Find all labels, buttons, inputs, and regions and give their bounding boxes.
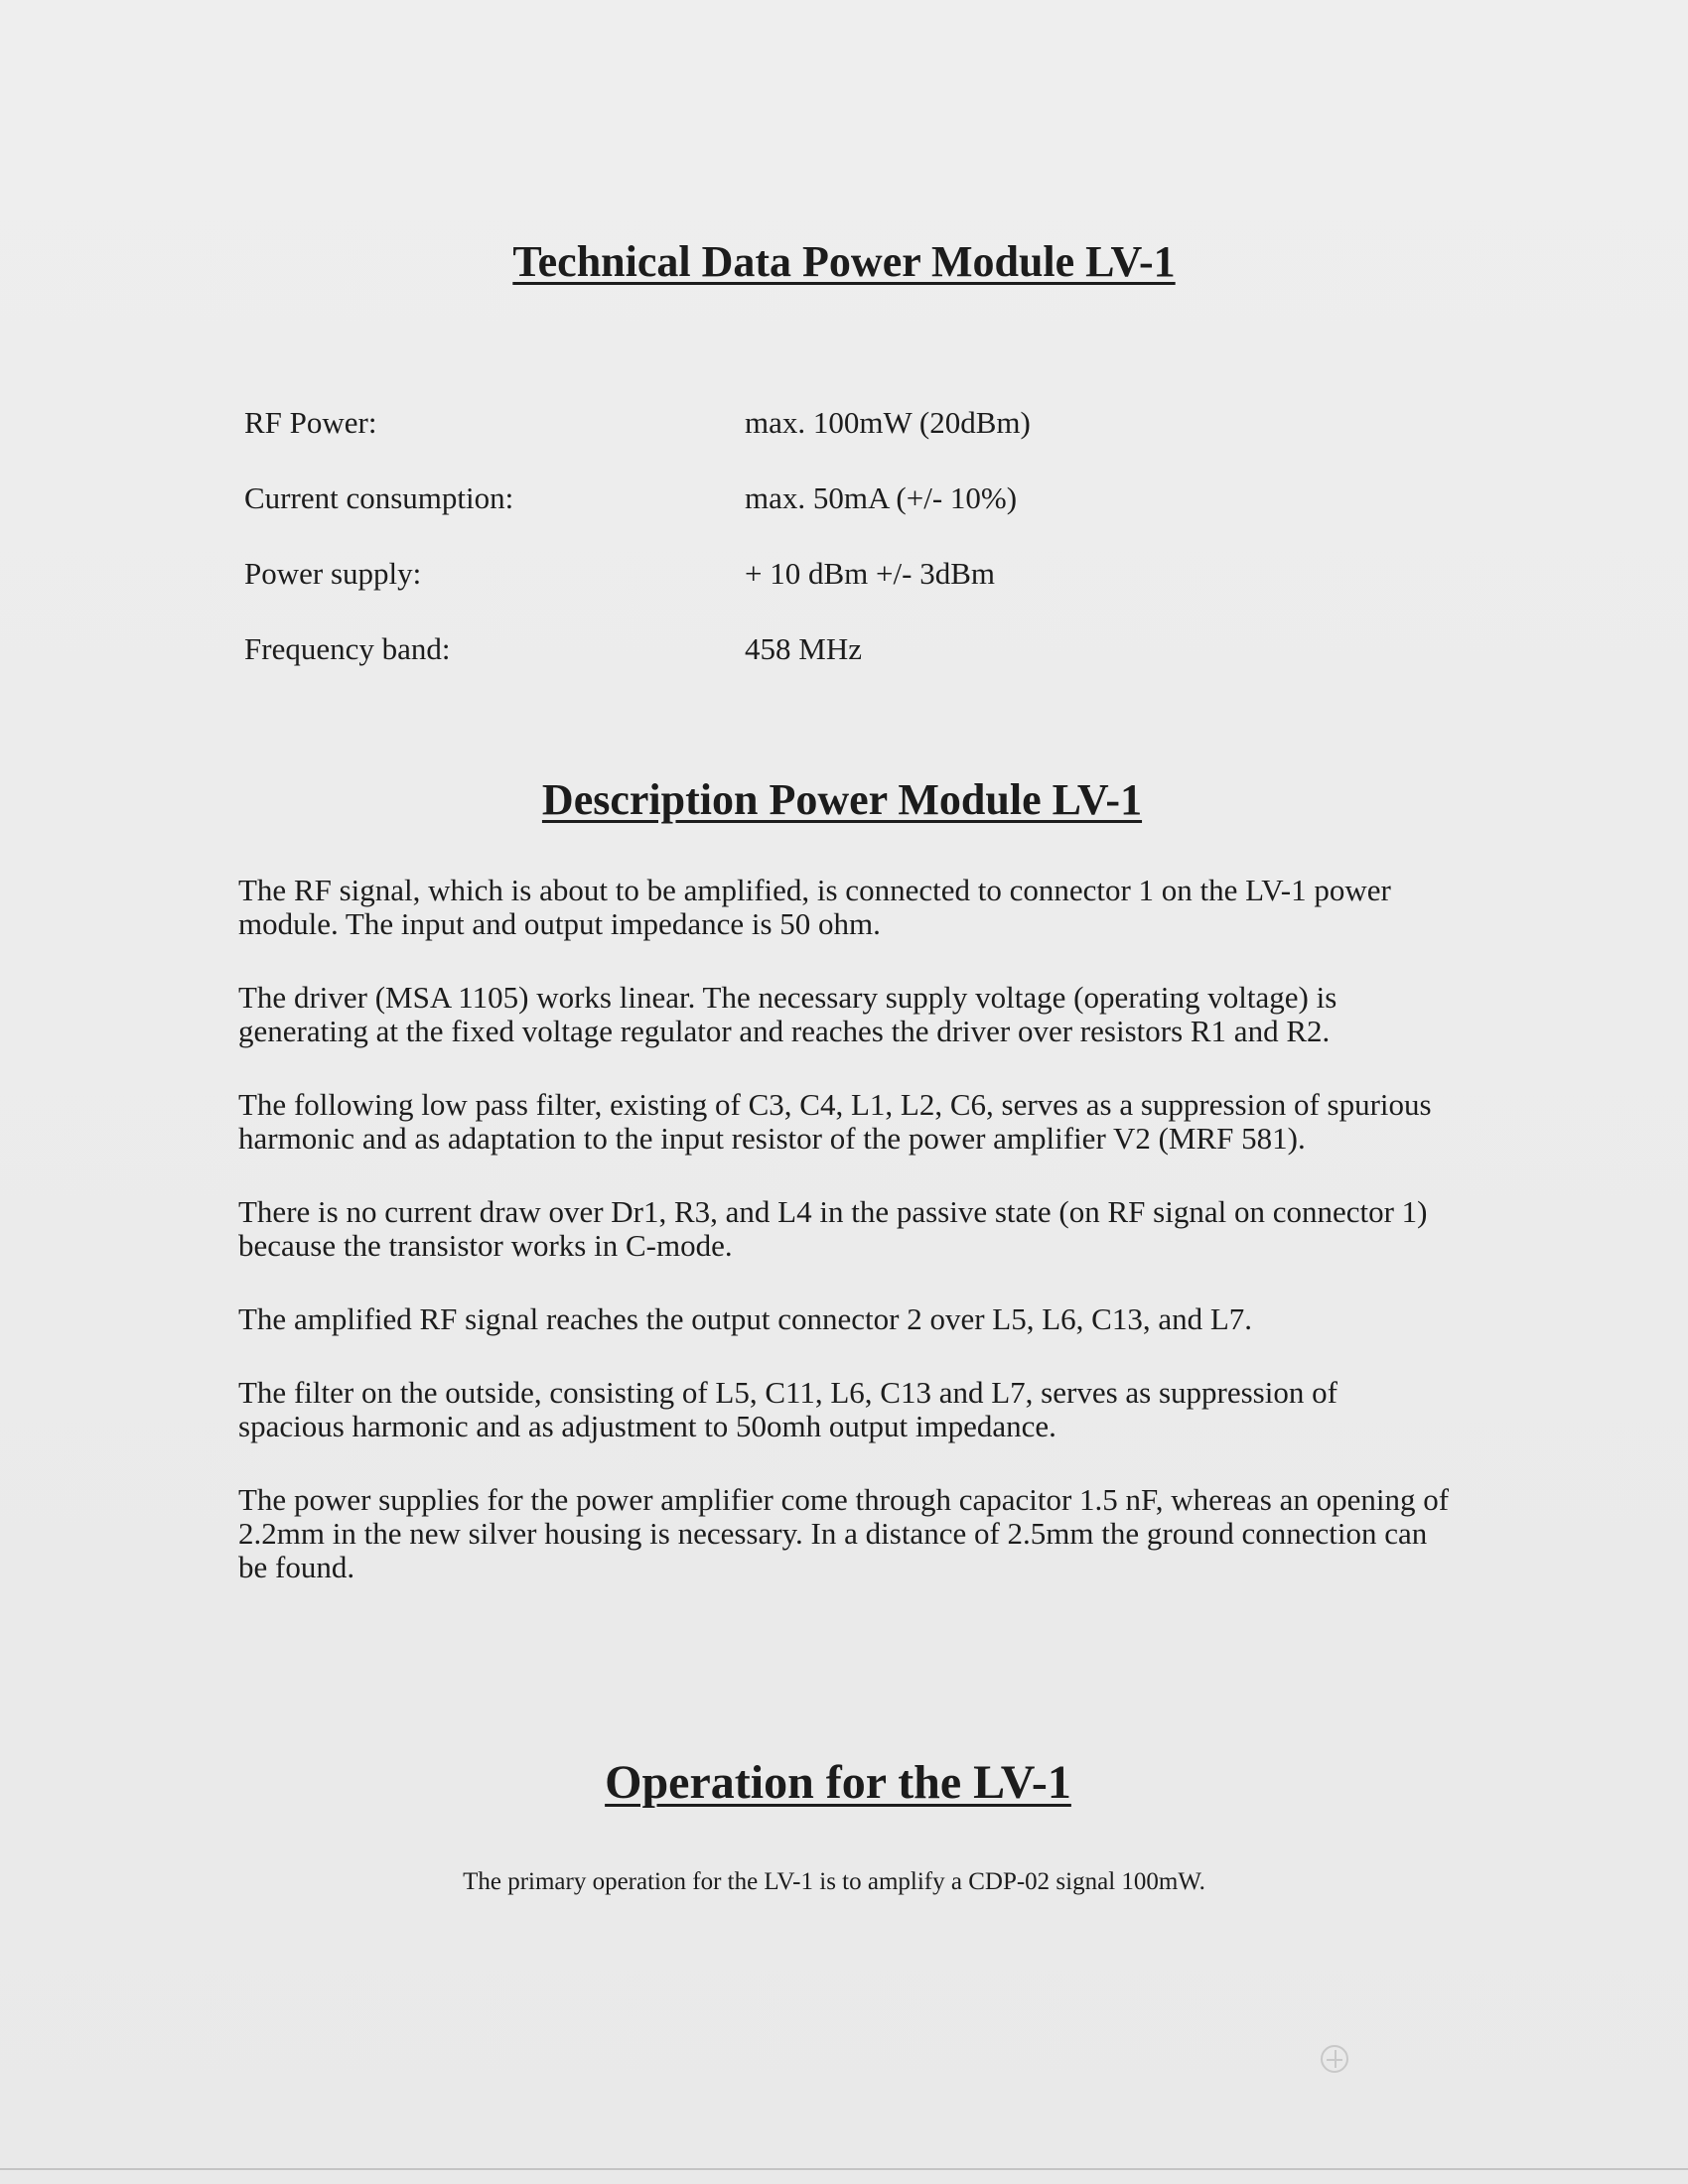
spec-row-current-consumption (244, 461, 1031, 536)
description-paragraph: The power supplies for the power amplifier come through capacitor 1.5 nF, whereas an opening of 2.2mm in the new silver housing is necessary. In a distance of 2.5mm the ground connection can be found. (238, 1482, 1450, 1584)
description-paragraph: The amplified RF signal reaches the output connector 2 over L5, L6, C13, and L7. (238, 1301, 1253, 1336)
description-paragraph: The driver (MSA 1105) works linear. The necessary supply voltage (operating voltage) is generating at the fixed voltage regulator and reaches the driver over resistors R1 and R2. (238, 980, 1337, 1048)
spec-row-power-supply (244, 536, 1031, 612)
spec-table (244, 385, 1031, 687)
spec-value: + 10 dBm +/- 3dBm (745, 556, 995, 591)
spec-row-rf-power (244, 385, 1031, 461)
spec-value: 458 MHz (745, 631, 862, 666)
operation-heading: Operation for the LV-1 (605, 1756, 1071, 1809)
description-paragraph: The RF signal, which is about to be amplified, is connected to connector 1 on the LV-1 power module. The input and output impedance is 50 ohm. (238, 873, 1391, 941)
description-paragraph: The filter on the outside, consisting of L5, C11, L6, C13 and L7, serves as suppression of spacious harmonic and as adjustment to 50omh output impedance. (238, 1375, 1337, 1443)
spec-label: Current consumption: (244, 480, 514, 515)
technical-data-heading: Technical Data Power Module LV-1 (512, 237, 1176, 286)
spec-row-frequency-band (244, 612, 1031, 687)
spec-label: Frequency band: (244, 631, 451, 666)
description-paragraph: There is no current draw over Dr1, R3, and L4 in the passive state (on RF signal on connector 1) because the transistor works in C-mode. (238, 1194, 1428, 1263)
spec-value: max. 50mA (+/- 10%) (745, 480, 1018, 515)
registration-mark-icon (1321, 2045, 1348, 2073)
operation-text: The primary operation for the LV-1 is to amplify a CDP-02 signal 100mW. (463, 1868, 1205, 1895)
description-paragraph: The following low pass filter, existing of C3, C4, L1, L2, C6, serves as a suppression of spurious harmonic and as adaptation to the input resistor of the power amplifier V2 (MRF 581). (238, 1087, 1432, 1156)
description-heading: Description Power Module LV-1 (541, 775, 1143, 824)
spec-label: RF Power: (244, 405, 377, 440)
spec-label: Power supply: (244, 556, 422, 591)
description-body (238, 874, 1450, 1624)
spec-value: max. 100mW (20dBm) (745, 405, 1031, 440)
